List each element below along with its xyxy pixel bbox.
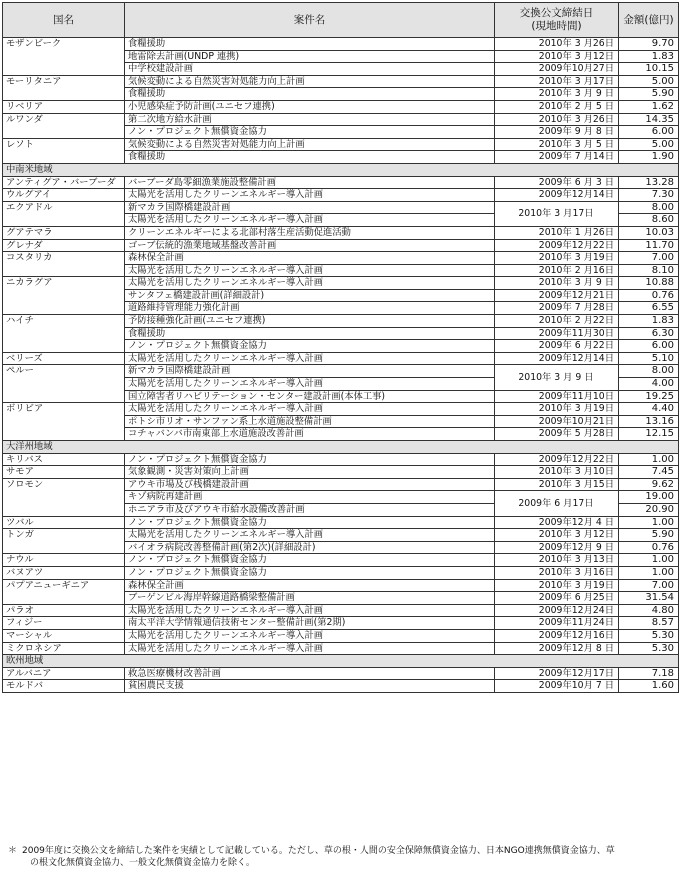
country-cell: アンティグア・バーブーダ — [3, 176, 125, 189]
country-cell: ベリーズ — [3, 352, 125, 365]
table-row — [3, 252, 679, 265]
table-row — [3, 529, 679, 542]
country-cell: ツバル — [3, 516, 125, 529]
date-cell: 2009年12月 4 日 — [495, 516, 619, 529]
project-cell: 太陽光を活用したクリーンエネルギー導入計画 — [125, 529, 495, 542]
country-cell: マーシャル — [3, 629, 125, 642]
table-row — [3, 566, 679, 579]
table-row — [3, 579, 679, 592]
project-cell: クリーンエネルギーによる北部村落生産活動促進活動 — [125, 226, 495, 239]
region-label: 大洋州地域 — [3, 441, 679, 454]
project-cell: 太陽光を活用したクリーンエネルギー導入計画 — [125, 189, 495, 202]
amount-cell: 0.76 — [619, 289, 679, 302]
table-row — [3, 75, 679, 88]
project-cell: 食糧援助 — [125, 151, 495, 164]
project-cell: ノン・プロジェクト無償資金協力 — [125, 453, 495, 466]
amount-cell: 31.54 — [619, 592, 679, 605]
country-cell: アルバニア — [3, 667, 125, 680]
amount-cell: 20.90 — [619, 503, 679, 516]
date-cell: 2009年 6 月25日 — [495, 592, 619, 605]
date-cell: 2010年 3 月19日 — [495, 252, 619, 265]
project-cell: 太陽光を活用したクリーンエネルギー導入計画 — [125, 352, 495, 365]
grant-aid-table — [2, 2, 679, 693]
date-cell: 2009年12月22日 — [495, 239, 619, 252]
amount-cell: 10.88 — [619, 277, 679, 290]
country-cell: ミクロネシア — [3, 642, 125, 655]
amount-cell: 19.00 — [619, 491, 679, 504]
table-row — [3, 201, 679, 214]
date-cell: 2010年 3 月17日 — [495, 75, 619, 88]
date-cell: 2010年 3 月13日 — [495, 554, 619, 567]
date-cell: 2009年 6 月17日 — [495, 491, 619, 516]
table-row — [3, 176, 679, 189]
date-cell: 2009年12月14日 — [495, 352, 619, 365]
date-cell: 2010年 2 月 5 日 — [495, 100, 619, 113]
header-date-line2: (現地時間) — [531, 20, 582, 32]
table-row — [3, 617, 679, 630]
amount-cell: 4.00 — [619, 378, 679, 391]
project-cell: コチャバンバ市南東部上水道施設改善計画 — [125, 428, 495, 441]
date-cell: 2010年 3 月 9 日 — [495, 365, 619, 390]
country-cell: ナウル — [3, 554, 125, 567]
date-cell: 2009年 6 月 3 日 — [495, 176, 619, 189]
amount-cell: 4.80 — [619, 604, 679, 617]
table-row — [3, 365, 679, 378]
country-cell: モルドバ — [3, 680, 125, 693]
amount-cell: 8.57 — [619, 617, 679, 630]
project-cell: 中学校建設計画 — [125, 63, 495, 76]
date-cell: 2009年 7 月28日 — [495, 302, 619, 315]
table-row — [3, 516, 679, 529]
table-body — [3, 38, 679, 693]
amount-cell: 7.00 — [619, 579, 679, 592]
table-row — [3, 680, 679, 693]
amount-cell: 14.35 — [619, 113, 679, 126]
header-date — [495, 3, 619, 38]
amount-cell: 1.62 — [619, 100, 679, 113]
date-cell: 2010年 3 月16日 — [495, 566, 619, 579]
country-cell: グレナダ — [3, 239, 125, 252]
table-row — [3, 315, 679, 328]
date-cell: 2010年 3 月10日 — [495, 466, 619, 479]
project-cell: 太陽光を活用したクリーンエネルギー導入計画 — [125, 403, 495, 416]
project-cell: 太陽光を活用したクリーンエネルギー導入計画 — [125, 642, 495, 655]
amount-cell: 11.70 — [619, 239, 679, 252]
footnote — [8, 845, 676, 869]
amount-cell: 8.00 — [619, 365, 679, 378]
date-cell: 2009年11月10日 — [495, 390, 619, 403]
amount-cell: 9.62 — [619, 478, 679, 491]
project-cell: 太陽光を活用したクリーンエネルギー導入計画 — [125, 378, 495, 391]
amount-cell: 12.15 — [619, 428, 679, 441]
table-row — [3, 466, 679, 479]
amount-cell: 6.55 — [619, 302, 679, 315]
grant-aid-table-page — [2, 2, 678, 693]
amount-cell: 1.00 — [619, 516, 679, 529]
project-cell: 太陽光を活用したクリーンエネルギー導入計画 — [125, 214, 495, 227]
project-cell: 太陽光を活用したクリーンエネルギー導入計画 — [125, 604, 495, 617]
amount-cell: 1.00 — [619, 566, 679, 579]
table-row — [3, 226, 679, 239]
table-row — [3, 403, 679, 416]
date-cell: 2010年 3 月15日 — [495, 478, 619, 491]
country-cell: ハイチ — [3, 315, 125, 353]
amount-cell: 5.30 — [619, 629, 679, 642]
amount-cell: 6.00 — [619, 126, 679, 139]
project-cell: 太陽光を活用したクリーンエネルギー導入計画 — [125, 264, 495, 277]
amount-cell: 5.10 — [619, 352, 679, 365]
date-cell: 2010年 3 月 9 日 — [495, 88, 619, 101]
date-cell: 2010年 2 月22日 — [495, 315, 619, 328]
region-label: 中南米地域 — [3, 163, 679, 176]
table-row — [3, 113, 679, 126]
footnote-line1: 2009年度に交換公文を締結した案件を実績として記載している。ただし、草の根・人間の安全保障無償資金協力、日本NGO連携無償資金協力、草 — [22, 846, 615, 856]
project-cell: 森林保全計画 — [125, 579, 495, 592]
amount-cell: 5.00 — [619, 75, 679, 88]
amount-cell: 7.45 — [619, 466, 679, 479]
amount-cell: 7.18 — [619, 667, 679, 680]
amount-cell: 7.30 — [619, 189, 679, 202]
amount-cell: 1.00 — [619, 453, 679, 466]
table-row — [3, 667, 679, 680]
date-cell: 2009年12月22日 — [495, 453, 619, 466]
header-country: 国名 — [3, 3, 125, 38]
date-cell: 2010年 3 月17日 — [495, 201, 619, 226]
amount-cell: 0.76 — [619, 541, 679, 554]
project-cell: 森林保全計画 — [125, 252, 495, 265]
project-cell: 南太平洋大学情報通信技術センター整備計画(第2期) — [125, 617, 495, 630]
project-cell: 新マカラ国際橋建設計画 — [125, 365, 495, 378]
region-label: 欧州地域 — [3, 655, 679, 668]
amount-cell: 1.83 — [619, 50, 679, 63]
amount-cell: 8.60 — [619, 214, 679, 227]
project-cell: ノン・プロジェクト無償資金協力 — [125, 566, 495, 579]
country-cell: ペルー — [3, 365, 125, 403]
amount-cell: 5.90 — [619, 88, 679, 101]
amount-cell: 5.00 — [619, 138, 679, 151]
project-cell: 予防接種強化計画(ユニセフ連携) — [125, 315, 495, 328]
country-cell: ルワンダ — [3, 113, 125, 138]
project-cell: バイオラ病院改善整備計画(第2次)(詳細設計) — [125, 541, 495, 554]
amount-cell: 8.10 — [619, 264, 679, 277]
project-cell: 食糧援助 — [125, 88, 495, 101]
region-row — [3, 163, 679, 176]
amount-cell: 19.25 — [619, 390, 679, 403]
country-cell: ソロモン — [3, 478, 125, 516]
table-row — [3, 554, 679, 567]
country-cell: トンガ — [3, 529, 125, 554]
country-cell: ウルグアイ — [3, 189, 125, 202]
project-cell: 食糧援助 — [125, 38, 495, 51]
project-cell: 太陽光を活用したクリーンエネルギー導入計画 — [125, 629, 495, 642]
project-cell: ノン・プロジェクト無償資金協力 — [125, 554, 495, 567]
project-cell: ポトシ市リオ・サンファン系上水道施設整備計画 — [125, 415, 495, 428]
project-cell: 第二次地方給水計画 — [125, 113, 495, 126]
footnote-line2: の根文化無償資金協力、一般文化無償資金協力を除く。 — [30, 858, 255, 868]
country-cell: ニカラグア — [3, 277, 125, 315]
date-cell: 2009年 7 月14日 — [495, 151, 619, 164]
amount-cell: 10.15 — [619, 63, 679, 76]
amount-cell: 13.28 — [619, 176, 679, 189]
date-cell: 2009年12月21日 — [495, 289, 619, 302]
date-cell: 2009年12月16日 — [495, 629, 619, 642]
date-cell: 2010年 3 月26日 — [495, 38, 619, 51]
date-cell: 2010年 3 月12日 — [495, 50, 619, 63]
table-header-row — [3, 3, 679, 38]
date-cell: 2009年 5 月28日 — [495, 428, 619, 441]
date-cell: 2010年 3 月 5 日 — [495, 138, 619, 151]
project-cell: 気候変動による自然災害対処能力向上計画 — [125, 138, 495, 151]
project-cell: 救急医療機材改善計画 — [125, 667, 495, 680]
amount-cell: 1.83 — [619, 315, 679, 328]
date-cell: 2010年 3 月26日 — [495, 113, 619, 126]
table-row — [3, 642, 679, 655]
date-cell: 2009年11月30日 — [495, 327, 619, 340]
amount-cell: 6.00 — [619, 340, 679, 353]
date-cell: 2010年 1 月26日 — [495, 226, 619, 239]
project-cell: アウキ市場及び桟橋建設計画 — [125, 478, 495, 491]
table-row — [3, 189, 679, 202]
table-row — [3, 100, 679, 113]
table-row — [3, 604, 679, 617]
country-cell: キリバス — [3, 453, 125, 466]
project-cell: バーブーダ島零細漁業施設整備計画 — [125, 176, 495, 189]
region-row — [3, 441, 679, 454]
amount-cell: 1.00 — [619, 554, 679, 567]
date-cell: 2010年 3 月19日 — [495, 579, 619, 592]
date-cell: 2010年 3 月 9 日 — [495, 277, 619, 290]
amount-cell: 5.90 — [619, 529, 679, 542]
amount-cell: 5.30 — [619, 642, 679, 655]
date-cell: 2009年10月 7 日 — [495, 680, 619, 693]
date-cell: 2010年 3 月19日 — [495, 403, 619, 416]
country-cell: モザンビーク — [3, 38, 125, 76]
date-cell: 2009年12月24日 — [495, 604, 619, 617]
project-cell: ホニアラ市及びアウキ市給水設備改善計画 — [125, 503, 495, 516]
header-project: 案件名 — [125, 3, 495, 38]
country-cell: モーリタニア — [3, 75, 125, 100]
project-cell: 食糧援助 — [125, 327, 495, 340]
project-cell: 気象観測・災害対策向上計画 — [125, 466, 495, 479]
country-cell: グアテマラ — [3, 226, 125, 239]
country-cell: バヌアツ — [3, 566, 125, 579]
amount-cell: 10.03 — [619, 226, 679, 239]
amount-cell: 7.00 — [619, 252, 679, 265]
project-cell: ブーゲンビル海岸幹線道路橋梁整備計画 — [125, 592, 495, 605]
amount-cell: 1.90 — [619, 151, 679, 164]
date-cell: 2009年10月27日 — [495, 63, 619, 76]
table-row — [3, 38, 679, 51]
project-cell: 貧困農民支援 — [125, 680, 495, 693]
header-date-line1: 交換公文締結日 — [519, 7, 594, 19]
date-cell: 2009年 9 月 8 日 — [495, 126, 619, 139]
amount-cell: 13.16 — [619, 415, 679, 428]
project-cell: 道路維持管理能力強化計画 — [125, 302, 495, 315]
country-cell: エクアドル — [3, 201, 125, 226]
date-cell: 2009年12月 9 日 — [495, 541, 619, 554]
date-cell: 2009年12月14日 — [495, 189, 619, 202]
country-cell: コスタリカ — [3, 252, 125, 277]
table-row — [3, 352, 679, 365]
country-cell: サモア — [3, 466, 125, 479]
date-cell: 2010年 3 月12日 — [495, 529, 619, 542]
date-cell: 2009年10月21日 — [495, 415, 619, 428]
project-cell: 地雷除去計画(UNDP 連携) — [125, 50, 495, 63]
date-cell: 2009年 6 月22日 — [495, 340, 619, 353]
project-cell: 小児感染症予防計画(ユニセフ連携) — [125, 100, 495, 113]
project-cell: ノン・プロジェクト無償資金協力 — [125, 126, 495, 139]
country-cell: フィジー — [3, 617, 125, 630]
table-row — [3, 239, 679, 252]
date-cell: 2009年11月24日 — [495, 617, 619, 630]
project-cell: 新マカラ国際橋建設計画 — [125, 201, 495, 214]
project-cell: ゴーブ伝統的漁業地域基盤改善計画 — [125, 239, 495, 252]
project-cell: 太陽光を活用したクリーンエネルギー導入計画 — [125, 277, 495, 290]
table-row — [3, 138, 679, 151]
footnote-mark: ＊ — [8, 846, 18, 856]
project-cell: ノン・プロジェクト無償資金協力 — [125, 516, 495, 529]
amount-cell: 9.70 — [619, 38, 679, 51]
amount-cell: 6.30 — [619, 327, 679, 340]
table-row — [3, 453, 679, 466]
date-cell: 2009年12月 8 日 — [495, 642, 619, 655]
project-cell: サンタフェ橋建設計画(詳細設計) — [125, 289, 495, 302]
project-cell: 気候変動による自然災害対処能力向上計画 — [125, 75, 495, 88]
amount-cell: 8.00 — [619, 201, 679, 214]
region-row — [3, 655, 679, 668]
date-cell: 2009年12月17日 — [495, 667, 619, 680]
table-row — [3, 277, 679, 290]
country-cell: ボリビア — [3, 403, 125, 441]
amount-cell: 1.60 — [619, 680, 679, 693]
country-cell: パプアニューギニア — [3, 579, 125, 604]
table-row — [3, 478, 679, 491]
project-cell: キゾ病院再建計画 — [125, 491, 495, 504]
project-cell: ノン・プロジェクト無償資金協力 — [125, 340, 495, 353]
country-cell: リベリア — [3, 100, 125, 113]
header-amount: 金額(億円) — [619, 3, 679, 38]
project-cell: 国立障害者リハビリテーション・センター建設計画(本体工事) — [125, 390, 495, 403]
country-cell: レソト — [3, 138, 125, 163]
date-cell: 2010年 2 月16日 — [495, 264, 619, 277]
amount-cell: 4.40 — [619, 403, 679, 416]
country-cell: パラオ — [3, 604, 125, 617]
table-row — [3, 629, 679, 642]
